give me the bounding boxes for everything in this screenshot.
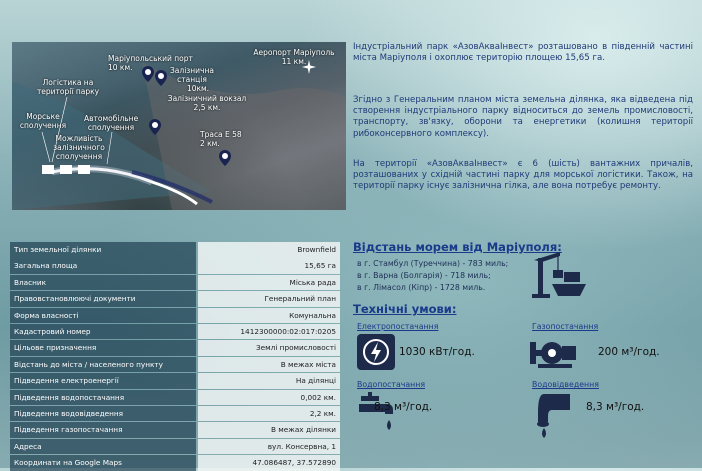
table-row	[10, 422, 340, 438]
table-row	[10, 291, 340, 307]
sea-distance-item: в г. Стамбул (Туреччина) - 783 миль;	[357, 259, 509, 268]
row-label: Цільове призначення	[10, 340, 196, 356]
row-value: Міська рада	[198, 275, 340, 291]
row-label: Правовстановлюючі документи	[10, 291, 196, 307]
table-row	[10, 324, 340, 340]
map-label-rail: Можливість залізничного сполучення	[53, 134, 105, 161]
electricity-value: 1030 кВт/год.	[399, 346, 475, 358]
row-value: 0,002 км.	[198, 390, 340, 406]
gas-value: 200 м³/год.	[598, 346, 660, 358]
table-row	[10, 390, 340, 406]
table-row	[10, 275, 340, 291]
station-pin-icon	[155, 70, 167, 86]
airplane-icon	[302, 60, 316, 74]
map-label-railway: Залізничний вокзал 2,5 км.	[167, 94, 247, 112]
port-crane-ship-icon	[530, 250, 588, 300]
electricity-icon	[357, 334, 395, 370]
tech-title: Технічні умови:	[353, 302, 457, 316]
row-value: В межах ділянки	[198, 422, 340, 438]
info-table	[10, 242, 340, 471]
sewage-label: Водовідведення	[532, 380, 599, 389]
water-value: 8,3 м³/год.	[374, 401, 433, 413]
row-label: Підведення водопостачання	[10, 390, 196, 406]
row-value: Brownfield	[198, 242, 340, 258]
map-label-rail-station: Залізнична станція 10км.	[170, 66, 214, 93]
row-value: Генеральний план	[198, 291, 340, 307]
sea-distance-title: Відстань морем від Маріуполя:	[353, 240, 562, 254]
row-value: 1412300000:02:017:0205	[198, 324, 340, 340]
table-row	[10, 406, 340, 422]
row-value: На ділянці	[198, 373, 340, 389]
map-label-road: Автомобільне сполучення	[84, 114, 139, 132]
table-row	[10, 242, 340, 258]
electricity-label: Електропостачання	[357, 322, 439, 331]
gas-label: Газопостачання	[532, 322, 599, 331]
row-label: Загальна площа	[10, 258, 196, 274]
map-label-sea: Морське сполучення	[19, 112, 67, 130]
sewage-value: 8,3 м³/год.	[586, 401, 645, 413]
row-label: Координати на Google Maps	[10, 455, 196, 471]
port-pin-icon	[142, 66, 154, 82]
row-value: В межах міста	[198, 357, 340, 373]
row-value: 15,65 га	[198, 258, 340, 274]
map-label-logistics: Логістика на території парку	[36, 78, 100, 96]
row-value: вул. Консервна, 1	[198, 439, 340, 455]
railway-pin-icon	[149, 119, 161, 135]
gas-pump-icon	[528, 334, 580, 370]
row-value: Комунальна	[198, 308, 340, 324]
table-row	[10, 258, 340, 274]
table-row	[10, 373, 340, 389]
row-label: Підведення електроенергії	[10, 373, 196, 389]
intro-paragraph-2: Згідно з Генеральним планом міста земельна ділянка, яка відведена під створення індустріального парку відноситься до земель промисловості, транспорту, зв'язку, оборони та енергетики (колишня території рибоконсервного комплексу).	[353, 95, 693, 139]
highway-pin-icon	[219, 150, 231, 166]
row-label: Тип земельної ділянки	[10, 242, 196, 258]
intro-paragraph-1: Індустріальний парк «АзовАкваІнвест» розташовано в південній частині міста Маріуполя і охоплює територію площею 15,65 га.	[353, 42, 693, 64]
water-label: Водопостачання	[357, 380, 426, 389]
map-label-airport: Аеропорт Маріуполь 11 км.	[253, 48, 335, 66]
aerial-map	[12, 42, 346, 210]
row-label: Форма власності	[10, 308, 196, 324]
row-value: Землі промисловості	[198, 340, 340, 356]
table-row	[10, 439, 340, 455]
row-value: 2,2 км.	[198, 406, 340, 422]
map-label-highway: Траса Е 58 2 км.	[200, 130, 242, 148]
map-label-port: Маріупольський порт 10 км.	[108, 54, 193, 72]
row-label: Адреса	[10, 439, 196, 455]
row-label: Відстань до міста / населеного пункту	[10, 357, 196, 373]
sewage-pipe-icon	[530, 392, 578, 438]
row-label: Кадастровий номер	[10, 324, 196, 340]
row-label: Підведення водовідведення	[10, 406, 196, 422]
row-label: Власник	[10, 275, 196, 291]
row-label: Підведення газопостачання	[10, 422, 196, 438]
table-row	[10, 357, 340, 373]
trucks-icon	[42, 162, 102, 178]
table-row	[10, 308, 340, 324]
table-row	[10, 455, 340, 471]
sea-distance-item: в г. Лімасол (Кіпр) - 1728 миль.	[357, 283, 486, 292]
table-row	[10, 340, 340, 356]
water-tap-icon	[357, 392, 397, 438]
row-value: 47.086487, 37.572890	[198, 455, 340, 471]
intro-paragraph-3: На території «АзовАкваІнвест» є 6 (шість) вантажних причалів, розташованих у східній частині парку для морської логістики. Також, на території парку існує залізнична гілка, але вона потребує ремонту.	[353, 159, 693, 192]
sea-distance-item: в г. Варна (Болгарія) - 718 миль;	[357, 271, 491, 280]
